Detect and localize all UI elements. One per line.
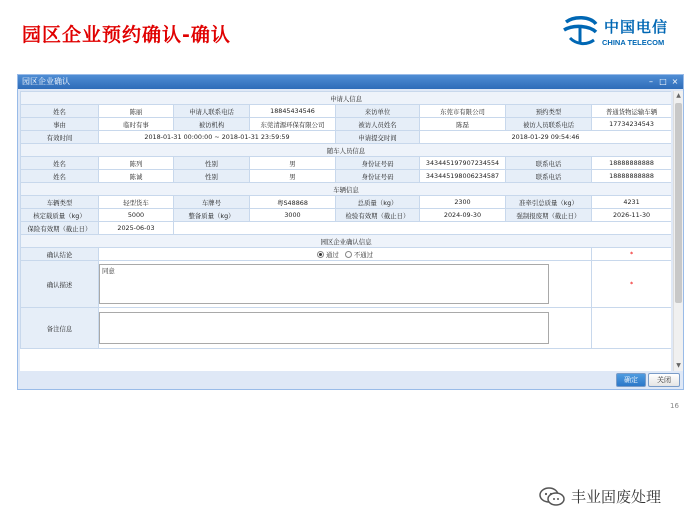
label: 被访人员姓名 [336,118,420,131]
label: 有效时间 [21,131,99,144]
label: 被访机构 [174,118,250,131]
valid-time: 2018-01-31 00:00:00 ~ 2018-01-31 23:59:59 [99,131,336,144]
wechat-account-name: 丰业固废处理 [571,488,662,506]
dialog-titlebar [18,75,683,89]
table-row [21,170,672,183]
vehicle-total-mass: 2300 [420,196,506,209]
result-radio-group [99,248,592,261]
table-row [21,131,672,144]
telecom-logo-icon [560,14,600,50]
section-confirm: 园区企业确认信息 [21,235,672,248]
booking-type: 普通货物运输车辆 [592,105,672,118]
label: 姓名 [21,105,99,118]
table-row [21,105,672,118]
applicant-phone: 18845434546 [250,105,336,118]
label: 确认描述 [21,261,99,308]
table-row [21,222,672,235]
visited-person: 陈磊 [420,118,506,131]
passenger-gender: 男 [250,157,336,170]
table-row [21,118,672,131]
dialog-content [20,91,671,371]
close-icon[interactable]: × [671,77,679,86]
label: 联系电话 [506,170,592,183]
visited-phone: 17734234543 [592,118,672,131]
label: 姓名 [21,170,99,183]
label: 性别 [174,170,250,183]
table-row [21,209,672,222]
table-row [21,261,672,308]
label: 总质量（kg） [336,196,420,209]
label: 预约类型 [506,105,592,118]
visit-unit: 东莞市有限公司 [420,105,506,118]
passenger-id: 343445198006234587 [420,170,506,183]
vehicle-type: 轻型货车 [99,196,174,209]
label: 整备质量（kg） [174,209,250,222]
label: 申请提交时间 [336,131,420,144]
remark-textarea[interactable] [99,312,549,344]
label: 车牌号 [174,196,250,209]
required-mark: * [592,248,672,261]
vehicle-plate: 粤S48868 [250,196,336,209]
confirm-dialog [17,74,684,390]
page-number: 16 [670,402,679,410]
label: 身份证号码 [336,157,420,170]
visit-reason: 临时有事 [99,118,174,131]
label: 被访人员联系电话 [506,118,592,131]
label: 申请人联系电话 [174,105,250,118]
fail-radio[interactable] [345,251,352,258]
ok-button[interactable]: 确定 [616,373,646,387]
label: 联系电话 [506,157,592,170]
passenger-phone: 18888888888 [592,157,672,170]
wechat-icon [539,487,565,507]
pass-label: 通过 [325,250,339,259]
confirm-desc-textarea[interactable]: 同意 [99,264,549,304]
section-applicant: 申请人信息 [21,92,672,105]
vehicle-tow-mass: 4231 [592,196,672,209]
vertical-scrollbar[interactable] [673,91,683,371]
table-row [21,196,672,209]
label: 车辆类型 [21,196,99,209]
passenger-phone: 18888888888 [592,170,672,183]
close-button[interactable]: 关闭 [648,373,680,387]
slide-title: 园区企业预约确认-确认 [22,24,231,46]
minimize-icon[interactable]: – [649,77,653,86]
label: 保险有效期（截止日） [21,222,99,235]
visited-org: 东莞清源环保有限公司 [250,118,336,131]
fail-label: 不通过 [353,250,374,259]
empty-cell [592,308,672,349]
desc-cell [99,261,592,308]
passenger-name: 陈诚 [99,170,174,183]
label: 检验有效期（截止日） [336,209,420,222]
empty-cell [174,222,672,235]
label: 确认结论 [21,248,99,261]
scroll-up-icon[interactable]: ▲ [676,92,681,99]
remark-cell [99,308,592,349]
scroll-down-icon[interactable]: ▼ [676,362,681,369]
label: 姓名 [21,157,99,170]
vehicle-insurance-date: 2025-06-03 [99,222,174,235]
vehicle-curb-mass: 3000 [250,209,336,222]
label: 准牵引总质量（kg） [506,196,592,209]
label: 核定载质量（kg） [21,209,99,222]
label: 身份证号码 [336,170,420,183]
scroll-thumb[interactable] [675,103,682,303]
vehicle-scrap-date: 2026-11-30 [592,209,672,222]
vehicle-load-mass: 5000 [99,209,174,222]
confirm-form-table [20,91,671,349]
label: 性别 [174,157,250,170]
passenger-id: 343445197907234554 [420,157,506,170]
label: 事由 [21,118,99,131]
table-row [21,308,672,349]
applicant-name: 陈丽 [99,105,174,118]
table-row [21,157,672,170]
logo-en-text: CHINA TELECOM [602,38,665,47]
passenger-name: 陈列 [99,157,174,170]
section-vehicle: 车辆信息 [21,183,672,196]
table-row [21,248,672,261]
label: 强制报废期（截止日） [506,209,592,222]
section-passengers: 随车人员信息 [21,144,672,157]
submit-time: 2018-01-29 09:54:46 [420,131,672,144]
vehicle-inspect-date: 2024-09-30 [420,209,506,222]
dialog-title: 园区企业确认 [22,77,70,86]
china-telecom-logo [560,14,685,54]
logo-cn-text: 中国电信 [604,18,669,36]
label: 备注信息 [21,308,99,349]
wechat-watermark [539,484,689,508]
label: 来访单位 [336,105,420,118]
passenger-gender: 男 [250,170,336,183]
dialog-button-bar [18,372,683,389]
required-mark: * [592,261,672,308]
maximize-icon[interactable]: □ [659,77,667,86]
pass-radio[interactable] [317,251,324,258]
